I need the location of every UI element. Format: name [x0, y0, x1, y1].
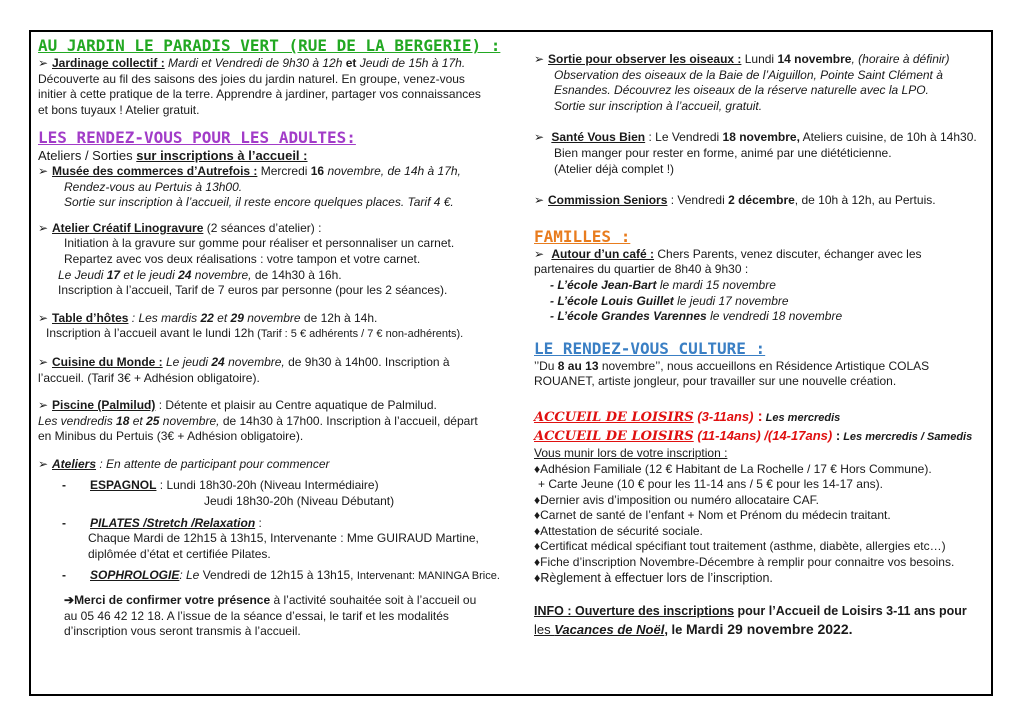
oiseaux-line: Sortie sur inscription à l’accueil, gratuit. — [554, 98, 763, 113]
doc-item: ♦Dernier avis d’imposition ou numéro allocataire CAF. — [534, 492, 819, 507]
seniors-item: ➢ Commission Seniors : Vendredi 2 décembre, de 10h à 12h, au Pertuis. — [534, 193, 936, 208]
lino-item: ➢ Atelier Créatif Linogravure (2 séances d’atelier) : — [38, 220, 322, 235]
lino-line: Initiation à la gravure sur gomme pour réaliser et personnaliser un carnet. — [64, 236, 455, 251]
doc-item: ♦Certificat médical spécifiant tout traitement (asthme, diabète, allergies etc…) — [534, 539, 946, 554]
oiseaux-line: Observation des oiseaux de la Baie de l’Aiguillon, Pointe Saint Clément à — [554, 67, 943, 82]
culture-title: LE RENDEZ-VOUS CULTURE : — [534, 338, 766, 358]
doc-item: ♦Adhésion Familiale (12 € Habitant de La Rochelle / 17 € Hors Commune). — [534, 461, 932, 476]
jardin-line: Découverte au fil des saisons des joies du jardin naturel. En groupe, venez-vous — [38, 71, 465, 86]
doc-item: ♦Carnet de santé de l’enfant + Nom et Prénom du médecin traitant. — [534, 508, 891, 523]
doc-item: + Carte Jeune (10 € pour les 11-14 ans / 5 € pour les 14-17 ans). — [538, 477, 883, 492]
merci-line: au 05 46 42 12 18. A l’issue de la séance d’essai, le tarif et les modalités — [64, 608, 449, 623]
culture-line: ROUANET, artiste jongleur, pour travailler sur une nouvelle création. — [534, 374, 897, 389]
cuisine-line: l’accueil. (Tarif 3€ + Adhésion obligatoire). — [38, 370, 260, 385]
info-line: INFO : Ouverture des inscriptions pour l’Accueil de Loisirs 3-11 ans pour — [534, 604, 967, 619]
sante-item: ➢ Santé Vous Bien : Le Vendredi 18 novembre, Ateliers cuisine, de 10h à 14h30. — [534, 130, 977, 145]
jardin-line: initier à cette pratique de la terre. Apprendre à jardiner, partager vos connaissances — [38, 87, 481, 102]
loisirs-1117-title: ACCUEIL DE LOISIRS (11-14ans) /(14-17ans) : Les mercredis / Samedis — [534, 427, 973, 444]
cuisine-item: ➢ Cuisine du Monde : Le jeudi 24 novembre, de 9h30 à 14h00. Inscription à — [38, 354, 450, 369]
sophro-item: - SOPHROLOGIE: Le Vendredi de 12h15 à 13h15, Intervenant: MANINGA Brice. — [62, 568, 500, 583]
sante-line: (Atelier déjà complet !) — [554, 161, 675, 176]
musee-line: Sortie sur inscription à l’accueil, il reste encore quelques places. Tarif 4 €. — [64, 195, 454, 210]
info-line: les Vacances de Noël, le Mardi 29 novembre 2022. — [534, 620, 853, 637]
piscine-item: ➢ Piscine (Palmilud) : Détente et plaisir au Centre aquatique de Palmilud. — [38, 398, 437, 413]
doc-item: ♦Fiche d’inscription Novembre-Décembre à remplir pour connaitre vos besoins. — [534, 555, 955, 570]
cafe-line: partenaires du quartier de 8h40 à 9h30 : — [534, 262, 749, 277]
familles-title: FAMILLES : — [534, 226, 631, 246]
culture-line: ’’Du 8 au 13 novembre’’, nous accueillons en Résidence Artistique COLAS — [534, 358, 930, 373]
jardin-line: et bons tuyaux ! Atelier gratuit. — [38, 102, 200, 117]
ateliers-item: ➢ Ateliers : En attente de participant pour commencer — [38, 456, 330, 471]
musee-item: ➢ Musée des commerces d’Autrefois : Mercredi 16 novembre, de 14h à 17h, — [38, 163, 461, 178]
ecole-item: - L’école Grandes Varennes le vendredi 18 novembre — [550, 309, 843, 324]
espagnol-line: Jeudi 18h30-20h (Niveau Débutant) — [204, 494, 395, 509]
doc-item: ♦Attestation de sécurité sociale. — [534, 523, 703, 538]
merci-line: d’inscription vous seront transmis à l’accueil. — [64, 624, 301, 639]
musee-line: Rendez-vous au Pertuis à 13h00. — [64, 179, 243, 194]
cafe-item: ➢ Autour d’un café : Chers Parents, venez discuter, échanger avec les — [534, 246, 922, 261]
oiseaux-item: ➢ Sortie pour observer les oiseaux : Lundi 14 novembre, (horaire à définir) — [534, 52, 950, 66]
ecole-item: - L’école Jean-Bart le mardi 15 novembre — [550, 277, 776, 292]
jardin-item: ➢ Jardinage collectif : Mardi et Vendredi de 9h30 à 12h et Jeudi de 15h à 17h. — [38, 56, 466, 70]
loisirs-311-title: ACCUEIL DE LOISIRS (3-11ans) : Les mercredis — [534, 407, 841, 425]
lino-line: Repartez avec vos deux réalisations : votre tampon et votre carnet. — [64, 251, 421, 266]
lino-dates: Le Jeudi 17 et le jeudi 24 novembre, de 14h30 à 16h. — [58, 267, 342, 282]
adultes-intro: Ateliers / Sorties sur inscriptions à l’accueil : — [38, 148, 308, 164]
pilates-item: - PILATES /Stretch /Relaxation : — [62, 515, 262, 530]
lino-line: Inscription à l’accueil, Tarif de 7 euros par personne (pour les 2 séances). — [58, 283, 448, 298]
doc-item: ♦Règlement à effectuer lors de l’inscription. — [534, 570, 773, 585]
piscine-dates: Les vendredis 18 et 25 novembre, de 14h30 à 17h00. Inscription à l’accueil, départ — [38, 413, 478, 428]
piscine-line: en Minibus du Pertuis (3€ + Adhésion obligatoire). — [38, 429, 304, 444]
munir-label: Vous munir lors de votre inscription : — [534, 445, 728, 460]
adultes-title: LES RENDEZ-VOUS POUR LES ADULTES: — [38, 128, 356, 148]
ecole-item: - L’école Louis Guillet le jeudi 17 novembre — [550, 293, 789, 308]
sante-line: Bien manger pour rester en forme, animé par une diététicienne. — [554, 145, 892, 160]
pilates-line: Chaque Mardi de 12h15 à 13h15, Intervenante : Mme GUIRAUD Martine, — [88, 531, 479, 546]
merci-line: ➔Merci de confirmer votre présence à l’activité souhaitée soit à l’accueil ou — [64, 593, 477, 608]
jardin-title: AU JARDIN LE PARADIS VERT (RUE DE LA BERGERIE) : — [38, 36, 501, 55]
pilates-line: diplômée d’état et certifiée Pilates. — [88, 546, 271, 561]
oiseaux-line: Esnandes. Découvrez les oiseaux de la réserve naturelle avec la LPO. — [554, 83, 929, 98]
table-line: Inscription à l’accueil avant le lundi 12h (Tarif : 5 € adhérents / 7 € non-adhérents). — [46, 326, 464, 341]
table-item: ➢ Table d’hôtes : Les mardis 22 et 29 novembre de 12h à 14h. — [38, 310, 378, 325]
espagnol-item: - ESPAGNOL : Lundi 18h30-20h (Niveau Intermédiaire) — [62, 478, 379, 493]
right-column — [534, 52, 984, 639]
left-column — [38, 36, 514, 640]
